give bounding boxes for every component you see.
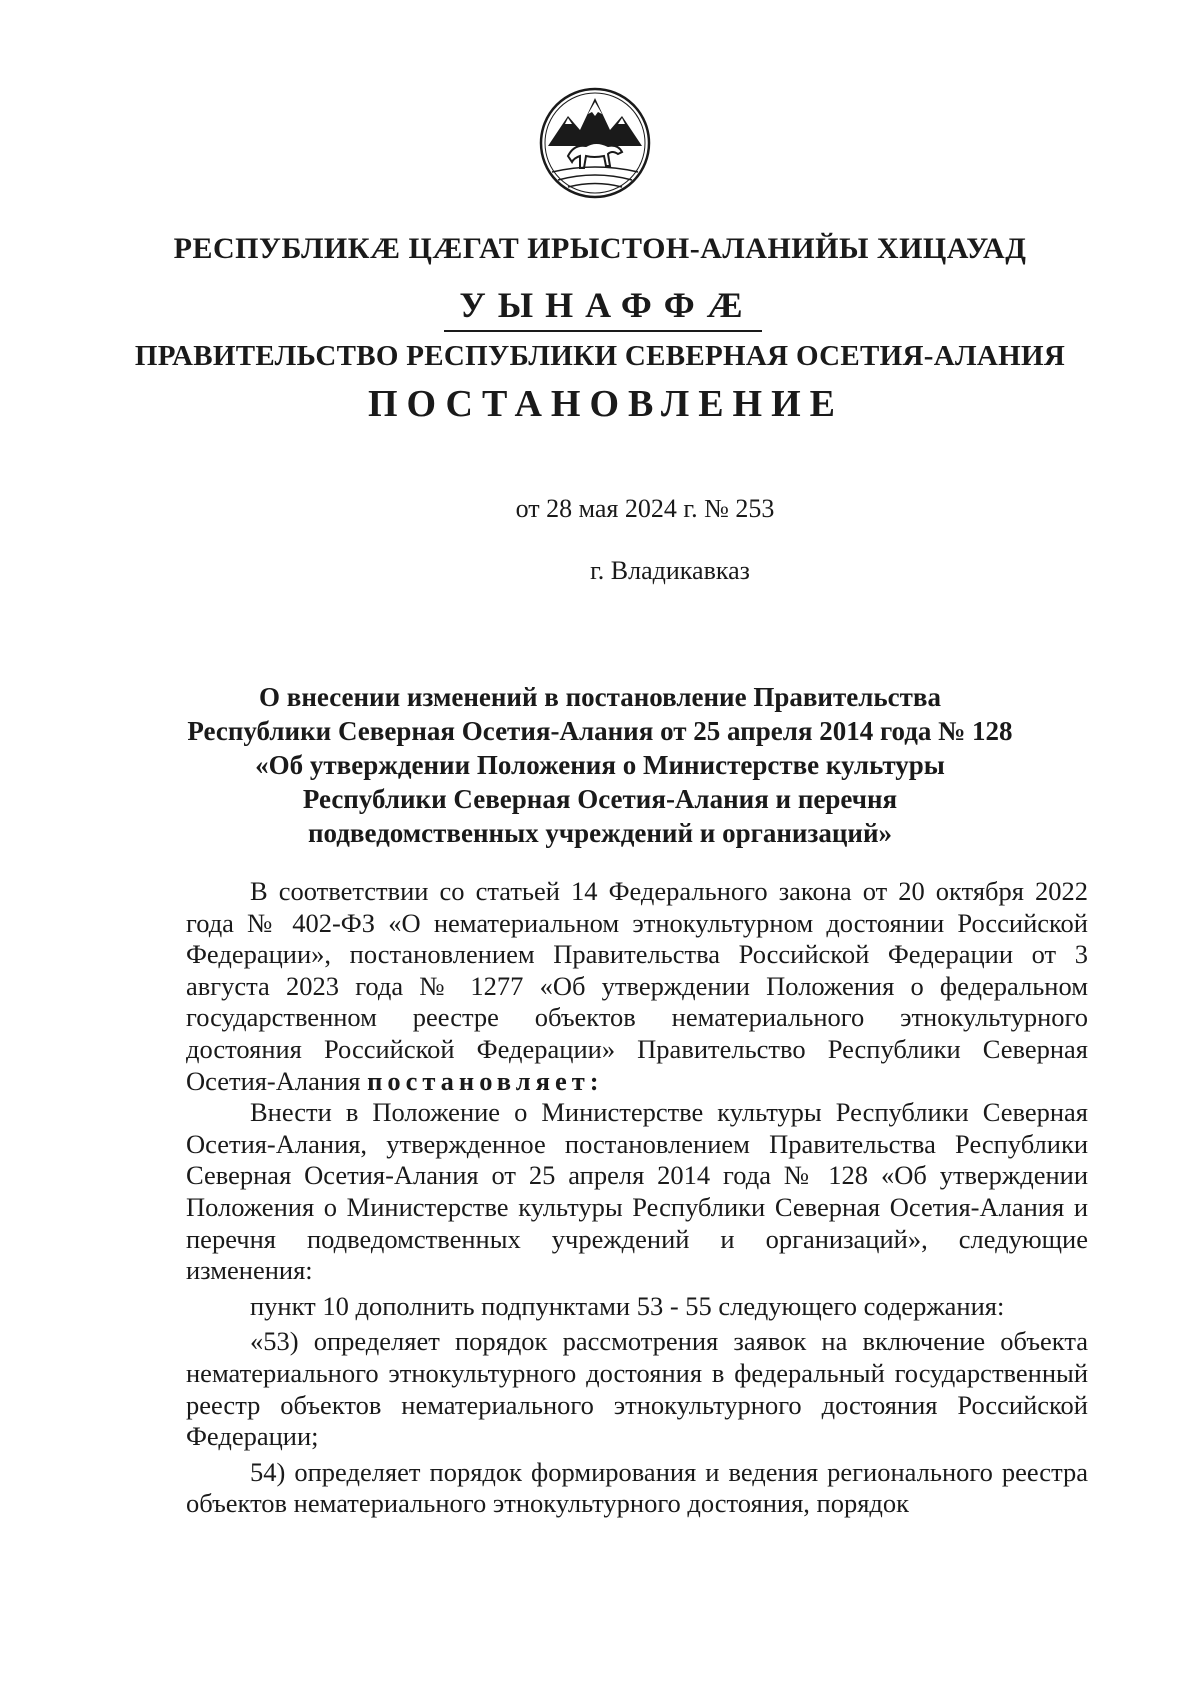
document-date-number: от 28 мая 2024 г. № 253 xyxy=(515,494,775,523)
title-line: Республики Северная Осетия-Алания от 25 апреля 2014 года № 128 xyxy=(187,716,1013,746)
body-paragraph-subclause-53: «53) определяет порядок рассмотрения заявок на включение объекта нематериального этнокультурного достояния в федеральный государственный реестр объектов нематериального этнокультурного достояния Российской Федерации; xyxy=(186,1326,1088,1452)
document-body xyxy=(186,876,1088,1520)
ossetian-government-heading: РЕСПУБЛИКӔ ЦӔГАТ ИРЫСТОН-АЛАНИЙЫ ХИЦАУАД xyxy=(173,232,1027,265)
title-line: «Об утверждении Положения о Министерстве культуры xyxy=(255,750,945,780)
title-line: О внесении изменений в постановление Правительства xyxy=(259,682,941,712)
russian-document-type: ПОСТАНОВЛЕНИЕ xyxy=(367,383,845,425)
body-paragraph-preamble xyxy=(186,876,1088,1097)
ossetian-document-type: УЫНАФФӔ xyxy=(459,285,755,325)
document-title xyxy=(140,680,1060,850)
resolves-emphasis: постановляет: xyxy=(367,1065,604,1096)
title-line: подведомственных учреждений и организаций» xyxy=(307,818,893,848)
body-paragraph-subclause-54: 54) определяет порядок формирования и ведения регионального реестра объектов нематериального этнокультурного достояния, порядок xyxy=(186,1456,1088,1519)
document-city: г. Владикавказ xyxy=(590,556,750,585)
body-paragraph-amendment: Внести в Положение о Министерстве культуры Республики Северная Осетия-Алания, утвержденное постановлением Правительства Республики Северная Осетия-Алания от 25 апреля 2014 года № 128 «Об утверждении Положения о Министерстве культуры Республики Северная Осетия-Алания и перечня подведомственных учреждений и организаций», следующие изменения: xyxy=(186,1097,1088,1286)
russian-government-heading: ПРАВИТЕЛЬСТВО РЕСПУБЛИКИ СЕВЕРНАЯ ОСЕТИЯ-АЛАНИЯ xyxy=(134,340,1066,372)
preamble-text: В соответствии со статьей 14 Федерального закона от 20 октября 2022 года № 402-ФЗ «О нематериальном этнокультурном достоянии Российской Федерации», постановлением Правительства Российской Федерации от 3 августа 2023 года № 1277 «Об утверждении Положения о федеральном государственном реестре объектов нематериального этнокультурного достояния Российской Федерации» Правительство Республики Северная Осетия-Алания xyxy=(186,876,1088,1096)
coat-of-arms-emblem xyxy=(538,86,652,200)
header-divider xyxy=(444,330,762,332)
body-paragraph-clause-intro: пункт 10 дополнить подпунктами 53 - 55 следующего содержания: xyxy=(250,1290,1005,1321)
title-line: Республики Северная Осетия-Алания и перечня xyxy=(302,784,898,814)
